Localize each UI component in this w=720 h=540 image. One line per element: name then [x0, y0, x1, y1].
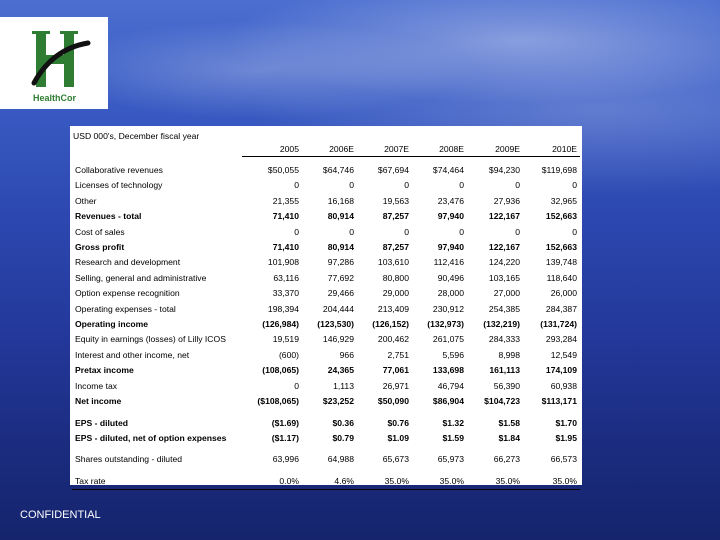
value-cell: 35.0%: [357, 468, 412, 490]
value-cell: $119,698: [541, 165, 577, 175]
value-cell: 63,116: [273, 272, 299, 283]
value-cell: ($1.69): [271, 417, 299, 428]
value-cell: 97,940: [437, 242, 464, 253]
value-cell: 2,751: [387, 349, 409, 360]
value-cell: 198,394: [267, 303, 299, 314]
row-label: Operating expenses - total: [75, 303, 176, 314]
value-cell: 133,698: [432, 365, 464, 376]
value-cell: 12,549: [550, 349, 577, 360]
value-cell: $64,746: [322, 165, 354, 175]
value-cell: 0: [404, 226, 409, 237]
value-cell: 27,936: [493, 195, 520, 206]
row-label: Selling, general and administrative: [75, 272, 207, 283]
value-cell: ($108,065): [257, 396, 299, 407]
value-cell: 26,971: [382, 380, 409, 391]
value-cell: 254,385: [488, 303, 520, 314]
value-cell: 118,640: [546, 272, 577, 283]
value-cell: 200,462: [377, 334, 409, 345]
value-cell: 161,113: [489, 365, 520, 376]
value-cell: 261,075: [432, 334, 464, 345]
row-label: Collaborative revenues: [75, 164, 163, 175]
row-label: Revenues - total: [75, 211, 142, 222]
value-cell: 80,800: [382, 272, 409, 283]
value-cell: 112,416: [433, 257, 464, 268]
healthcor-logo: [0, 17, 108, 109]
table-caption: USD 000's, December fiscal year: [73, 131, 200, 141]
table-row: [72, 394, 580, 409]
value-cell: 0: [294, 226, 299, 237]
table-row: [72, 431, 580, 446]
value-cell: 87,257: [382, 211, 409, 222]
value-cell: 29,000: [382, 288, 409, 299]
table-row: [72, 348, 580, 363]
value-cell: 146,929: [322, 334, 354, 345]
value-cell: 284,387: [545, 303, 577, 314]
table-row: [72, 332, 580, 347]
value-cell: (123,530): [317, 319, 354, 330]
value-cell: 33,370: [272, 288, 299, 299]
row-label: Income tax: [75, 380, 118, 391]
value-cell: 28,000: [437, 288, 464, 299]
row-label: Cost of sales: [75, 226, 125, 237]
value-cell: 152,663: [545, 211, 577, 222]
table-row: [72, 410, 580, 431]
value-cell: 90,496: [437, 272, 464, 283]
row-label: Pretax income: [75, 365, 134, 376]
value-cell: (108,065): [262, 365, 299, 376]
value-cell: 71,410: [272, 211, 299, 222]
financial-table-panel: [70, 126, 582, 485]
value-cell: 0: [294, 180, 299, 191]
value-cell: (132,973): [427, 319, 464, 330]
row-label: Tax rate: [72, 468, 242, 490]
value-cell: $50,090: [377, 396, 409, 407]
row-label: Licenses of technology: [75, 180, 163, 191]
value-cell: 23,476: [437, 195, 464, 206]
row-label: Option expense recognition: [75, 288, 180, 299]
value-cell: 0: [294, 380, 299, 391]
table-row: [72, 178, 580, 193]
table-row: [72, 240, 580, 255]
value-cell: $1.95: [555, 432, 577, 443]
table-row: [72, 157, 580, 179]
value-cell: $23,252: [322, 396, 354, 407]
value-cell: 103,610: [377, 257, 409, 268]
value-cell: $50,055: [267, 165, 299, 175]
value-cell: 8,998: [498, 349, 520, 360]
row-label: Research and development: [75, 257, 181, 268]
table-row: [72, 302, 580, 317]
table-row: [72, 379, 580, 394]
value-cell: 230,912: [432, 303, 464, 314]
value-cell: 0: [349, 180, 354, 191]
value-cell: 26,000: [550, 288, 577, 299]
value-cell: 66,573: [550, 454, 577, 465]
table-row: [72, 271, 580, 286]
value-cell: 56,390: [493, 380, 520, 391]
value-cell: 21,355: [272, 195, 299, 206]
value-cell: $104,723: [484, 396, 520, 407]
value-cell: (131,724): [540, 319, 577, 330]
year-header: 2006E: [302, 143, 357, 157]
value-cell: 65,673: [382, 454, 409, 465]
value-cell: 101,908: [267, 257, 299, 268]
value-cell: 66,273: [493, 454, 520, 465]
value-cell: 87,257: [382, 242, 409, 253]
value-cell: $1.70: [555, 417, 577, 428]
value-cell: 27,000: [493, 288, 520, 299]
row-label: Operating income: [75, 319, 149, 330]
value-cell: (126,152): [372, 319, 409, 330]
row-label: Equity in earnings (losses) of Lilly ICOS: [75, 334, 226, 345]
value-cell: 16,168: [327, 195, 354, 206]
value-cell: 139,748: [545, 257, 577, 268]
value-cell: 213,409: [377, 303, 409, 314]
row-label: EPS - diluted: [75, 417, 128, 428]
year-header: 2010E: [523, 143, 580, 157]
value-cell: 80,914: [327, 211, 354, 222]
value-cell: 0: [349, 226, 354, 237]
value-cell: $113,171: [541, 396, 577, 407]
table-row: [72, 255, 580, 270]
value-cell: 77,061: [382, 365, 409, 376]
value-cell: 124,220: [488, 257, 520, 268]
value-cell: $86,904: [432, 396, 464, 407]
value-cell: $94,230: [488, 165, 520, 175]
table-row: [72, 194, 580, 209]
value-cell: 4.6%: [302, 468, 357, 490]
value-cell: 0: [515, 180, 520, 191]
value-cell: (132,219): [483, 319, 520, 330]
value-cell: 174,109: [545, 365, 577, 376]
value-cell: 24,365: [327, 365, 354, 376]
value-cell: $74,464: [432, 165, 464, 175]
table-row: [72, 209, 580, 224]
value-cell: 63,996: [272, 454, 299, 465]
value-cell: 97,940: [437, 211, 464, 222]
year-header: 2005: [242, 143, 302, 157]
row-label: Interest and other income, net: [75, 349, 190, 360]
table-header-row: [72, 143, 580, 157]
value-cell: 0.0%: [242, 468, 302, 490]
value-cell: 35.0%: [467, 468, 523, 490]
value-cell: $0.79: [332, 432, 354, 443]
row-label: Shares outstanding - diluted: [75, 454, 183, 465]
value-cell: 35.0%: [412, 468, 467, 490]
value-cell: $1.59: [442, 432, 464, 443]
value-cell: (600): [278, 349, 299, 360]
row-label: Other: [75, 195, 97, 206]
value-cell: 35.0%: [523, 468, 580, 490]
value-cell: 122,167: [488, 242, 520, 253]
value-cell: 65,973: [437, 454, 464, 465]
value-cell: 1,113: [333, 380, 354, 391]
value-cell: ($1.17): [271, 432, 299, 443]
value-cell: 284,333: [488, 334, 520, 345]
value-cell: 97,286: [327, 257, 354, 268]
value-cell: 293,284: [545, 334, 577, 345]
row-label: Net income: [75, 396, 122, 407]
year-header: 2008E: [412, 143, 467, 157]
value-cell: 0: [459, 180, 464, 191]
value-cell: (126,984): [262, 319, 299, 330]
value-cell: 5,596: [442, 349, 464, 360]
value-cell: $0.36: [332, 417, 354, 428]
value-cell: $1.84: [498, 432, 520, 443]
value-cell: $67,694: [377, 165, 409, 175]
value-cell: 966: [339, 349, 354, 360]
row-label: Gross profit: [75, 242, 125, 253]
year-header: 2007E: [357, 143, 412, 157]
value-cell: 46,794: [437, 380, 464, 391]
value-cell: 19,519: [272, 334, 299, 345]
value-cell: 103,165: [488, 272, 520, 283]
value-cell: 0: [459, 226, 464, 237]
value-cell: 0: [572, 180, 577, 191]
value-cell: $1.09: [387, 432, 409, 443]
table-row: [72, 225, 580, 240]
income-statement-table: [72, 143, 580, 490]
value-cell: 60,938: [550, 380, 577, 391]
table-row: [72, 468, 580, 490]
value-cell: $1.58: [498, 417, 520, 428]
value-cell: $1.32: [442, 417, 464, 428]
year-header: 2009E: [467, 143, 523, 157]
header-label-cell: [72, 143, 242, 157]
value-cell: 71,410: [272, 242, 299, 253]
value-cell: 0: [515, 226, 520, 237]
logo-brand-text: HealthCor: [33, 93, 77, 103]
value-cell: 204,444: [322, 303, 354, 314]
value-cell: 152,663: [545, 242, 577, 253]
value-cell: 19,563: [382, 195, 409, 206]
table-row: [72, 286, 580, 301]
table-row: [72, 317, 580, 332]
value-cell: 122,167: [488, 211, 520, 222]
value-cell: 29,466: [327, 288, 354, 299]
value-cell: 32,965: [550, 195, 577, 206]
value-cell: 0: [404, 180, 409, 191]
value-cell: 80,914: [327, 242, 354, 253]
table-row: [72, 363, 580, 378]
row-label: EPS - diluted, net of option expenses: [75, 432, 227, 443]
table-row: [72, 446, 580, 467]
value-cell: 0: [572, 226, 577, 237]
confidential-label: CONFIDENTIAL: [20, 509, 101, 521]
value-cell: 64,988: [327, 454, 354, 465]
value-cell: 77,692: [327, 272, 354, 283]
value-cell: $0.76: [387, 417, 409, 428]
